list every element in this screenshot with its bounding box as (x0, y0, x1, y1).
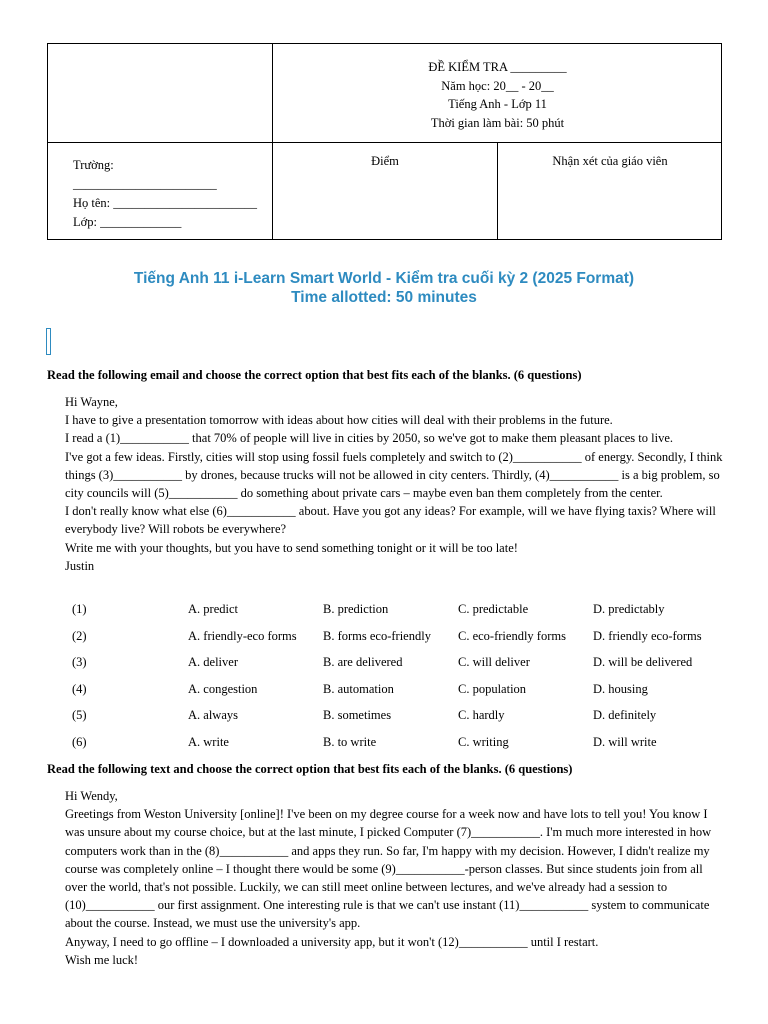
option-a[interactable]: A. deliver (188, 655, 238, 669)
question-number: (1) (72, 602, 87, 616)
passage-line: Anyway, I need to go offline – I downloaded a university app, but it won't (12)___________ until I restart. (65, 934, 599, 949)
option-c[interactable]: C. population (458, 681, 527, 696)
passage-line: I read a (1)___________ that 70% of people will live in cities by 2050, so we've got to make them pleasant places to live. (65, 431, 674, 446)
score-label: Điểm (371, 154, 399, 168)
passage-line: Greetings from Weston University [online]! I've been on my degree course for a week now and have lots to tell you! You know I was unsure about my course choice, but at the last minute, I picked Computer (7)___________. I'm much more interested in how computers work than in the (8)___________ and apps they run. So far, I'm happy with my decision. However, I didn't realize my course was completely online – I thought there would be some (9)___________-person classes. But since students join from all over the world, that's not possible. Luckily, we can still meet online between lectures, and we've already had a session to (10)___________ our first assignment. One interesting rule is that we can't use instant (11)___________ system to communicate about the course. Instead, we must use the university's app. (65, 807, 712, 931)
title-time: Time allotted: 50 minutes (291, 289, 477, 306)
option-a[interactable]: A. friendly-eco forms (188, 628, 297, 643)
passage-line: Hi Wendy, (65, 789, 118, 803)
option-d[interactable]: D. will be delivered (593, 655, 693, 669)
option-c[interactable]: C. eco-friendly forms (458, 628, 566, 643)
passage-line: I've got a few ideas. Firstly, cities will stop using fossil fuels completely and switch to (2)___________ of energy. Secondly, I think things (3)___________ by drones, because trucks will not be allowed in city centers. Thirdly, (4)___________ is a big problem, so city councils will (5)___________ do something about private cars – maybe even ban them completely from the center. (65, 449, 723, 501)
passage-line: I have to give a presentation tomorrow with ideas about how cities will deal with their problems in the future. (65, 413, 613, 428)
option-c[interactable]: C. writing (458, 734, 509, 749)
class-label: Lớp: _____________ (73, 215, 182, 229)
option-b[interactable]: B. prediction (323, 602, 389, 616)
text-cursor-icon (46, 328, 51, 355)
exam-title: ĐỀ KIỂM TRA _________ (428, 60, 567, 74)
question-row (72, 629, 732, 656)
option-c[interactable]: C. will deliver (458, 655, 530, 669)
option-a[interactable]: A. always (188, 708, 238, 722)
question-row (72, 655, 732, 682)
passage-line: Justin (65, 558, 95, 573)
option-b[interactable]: B. forms eco-friendly (323, 628, 431, 643)
name-label: Họ tên: _______________________ (73, 196, 258, 210)
page-title (0, 269, 768, 307)
question-row (72, 682, 732, 709)
option-b[interactable]: B. sometimes (323, 708, 392, 722)
option-b[interactable]: B. automation (323, 681, 394, 696)
section2-heading: Read the following text and choose the correct option that best fits each of the blanks. (6 questions) (47, 762, 573, 776)
question-number: (6) (72, 734, 87, 749)
section1-heading: Read the following email and choose the correct option that best fits each of the blanks. (6 questions) (47, 368, 582, 382)
question-number: (2) (72, 628, 87, 643)
exam-info (273, 58, 722, 133)
exam-duration: Thời gian làm bài: 50 phút (430, 116, 565, 131)
section2-passage (65, 787, 725, 969)
passage-line: Wish me luck! (65, 952, 139, 967)
section1-options (72, 602, 732, 761)
section1-passage (65, 393, 725, 575)
option-a[interactable]: A. write (188, 734, 229, 749)
table-divider (48, 142, 721, 143)
question-row (72, 602, 732, 629)
option-d[interactable]: D. housing (593, 681, 648, 696)
header-table (47, 43, 722, 240)
option-c[interactable]: C. predictable (458, 602, 529, 616)
option-a[interactable]: A. predict (188, 602, 238, 616)
passage-line: I don't really know what else (6)___________ about. Have you got any ideas? For example, will we have flying taxis? Where will everybody live? Will robots be everywhere? (65, 504, 716, 537)
passage-line: Write me with your thoughts, but you have to send something tonight or it will be too late! (65, 540, 518, 555)
option-b[interactable]: B. to write (323, 734, 377, 749)
option-d[interactable]: D. predictably (593, 602, 665, 616)
question-row (72, 735, 732, 762)
option-b[interactable]: B. are delivered (323, 655, 403, 669)
question-number: (3) (72, 655, 87, 669)
passage-line: Hi Wayne, (65, 395, 118, 409)
subject-grade: Tiếng Anh - Lớp 11 (448, 97, 547, 112)
student-info (73, 156, 268, 232)
question-number: (5) (72, 708, 87, 722)
teacher-remark-label: Nhận xét của giáo viên (552, 154, 668, 168)
question-number: (4) (72, 681, 87, 696)
option-d[interactable]: D. definitely (593, 708, 657, 722)
title-main: Tiếng Anh 11 i-Learn Smart World - Kiểm tra cuối kỳ 2 (2025 Format) (133, 270, 635, 287)
question-row (72, 708, 732, 735)
school-blank: _______________________ (73, 177, 217, 191)
school-label: Trường: (73, 158, 114, 172)
option-c[interactable]: C. hardly (458, 708, 505, 722)
option-a[interactable]: A. congestion (188, 681, 258, 696)
school-year: Năm học: 20__ - 20__ (441, 78, 554, 93)
option-d[interactable]: D. friendly eco-forms (593, 628, 702, 643)
option-d[interactable]: D. will write (593, 734, 657, 749)
